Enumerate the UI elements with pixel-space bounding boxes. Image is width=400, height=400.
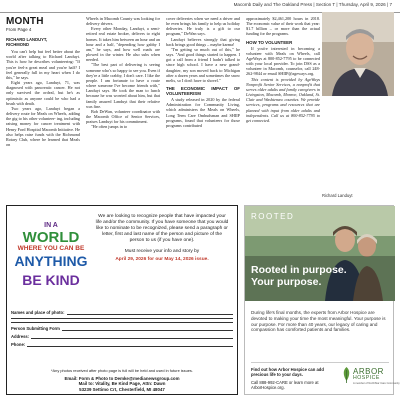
address-line: 53239 Settimo Crt, Chesterfield, MI 48047 [79,386,165,392]
form-row-phone [11,342,233,347]
nomination-text-block [95,214,229,263]
email-line: Email: Form & Photo to Demke@medianewsgroup.com [64,376,180,381]
family-photo [245,206,395,301]
nomination-intro: We are looking to recognize people that have impacted your life and/or the community. If you have someone that you would like to nominate to be recognized, please send a paragraph or letter, first and last name of the person and picture of the person to us (if you have one). [95,214,229,243]
address-field[interactable] [31,334,233,339]
article-column-2 [86,16,160,202]
portrait-illustration [322,12,394,96]
arbor-hospice-logo [341,365,400,389]
divider [11,322,233,323]
paragraph: If you're interested in becoming a volunteer with Meals on Wheels, call AgeWays at 800-852-7795 to be connected with your local provider. To join DSS as a volunteer in Macomb, counselor, call 248-262-9844 or email SHIIP@ageways.org. [246,45,320,77]
paragraph-italic: This content is provided by AgeWays Nonprofit Senior Services, a nonprofit that serves older adults and family caregivers in Livingston, Macomb, Monroe, Oakland, St. Clair and Washtenaw counties. We provide services, programs and resources that are planned with input from older adults and independents. Call us at 800-852-7795 to get connected. [246,76,320,123]
arbor-hospice-ad [244,205,400,395]
divider [11,318,233,319]
article-column-1 [6,16,80,202]
continued-from: From Page 4 [6,27,32,32]
paragraph: Wheels in Macomb County was looking for delivery drivers. [86,16,160,27]
world-line-4: ANYTHING [14,253,88,269]
mail-line: Mail to: Vitality, Be Kind Page, Attn: Dawn [78,381,166,387]
ad-tagline [251,264,347,288]
be-kind-graphic [11,222,91,302]
subhead-economic-impact: THE ECONOMIC IMPACT OF VOLUNTEERISM [166,86,240,97]
ad-cta-box [251,362,400,391]
portrait-photo [322,12,394,96]
paragraph: A study released in 2020 by the federal Administration for Community Living, which administers the Meals on Wheels, Long Term Care Ombudsman and SHIIP programs, found that volunteers for those programs contributed [166,97,240,128]
submission-form [11,310,233,350]
paragraph: "The best part of delivering is seeing someone who's so happy to see you. Even if they're a little crabby, I don't care. I like the people. I am fortunate to have a route where someone I've become friends with," Landuyt says. He took the man to lunch because he was worried about him, but that family assured Landuyt that their relative was fine. [86,62,160,109]
paragraph: cover deliveries when we need a driver and he even brings his family to help us holiday deliveries. He truly is a gift to our program," DeWan says. [166,16,240,37]
form-row-names [11,310,233,315]
ad-cta [251,367,337,391]
form-row-address [11,334,233,339]
paragraph: Landuyt believes strongly that giving back brings good things – maybe karma! [166,36,240,47]
world-line-2: WORLD [22,229,80,246]
byline-place: RICHMOND [6,42,30,48]
paragraph: Every other Monday, Landuyt, a semi-retired real estate broker, delivers to eight homes. It takes him between an hour and an hour and a half, "depending how gabby I am," he says, and how well roads are plowed in the winter. He also subs when needed. [86,26,160,63]
submitter-label: Person Submitting Form [11,326,60,331]
photo-disclaimer: *Any photos received after photo page is full will be held and used in future issues. [51,368,193,373]
phone-label: Phone: [11,342,26,347]
paragraph: You can't help but feel better about the world after talking to Richard Landuyt. This is how he describes volunteering: "If you're feel-a great meal and you're half? I feel generally full in my heart when I do this," he says. [6,49,80,80]
submitter-field[interactable] [62,326,233,331]
paragraph: "I'm getting so much out of this," he says. "And good things started to happen. I got a call from a friend I hadn't talked to since high school. I have a new grand-daughter, my son moved back to Michigan after a dozen years and sometimes the snow melts, so I don't have to shovel." [166,46,240,83]
logo-name: ARBOR [353,367,384,376]
photo-caption: Richard Landuyt [322,193,353,198]
be-kind-ad [6,205,238,395]
paragraph: Bob DeWan, volunteer coordinator with the Macomb Office of Senior Services, praises Landuyt for his commitment. [86,108,160,125]
byline-name: RICHARD LANDUYT, [6,37,48,43]
deadline-text: Must receive your info and story by [124,248,200,254]
deadline-dates: April 29, 2026 for our May 14, 2026 issue. [115,257,209,263]
names-field[interactable] [67,310,233,315]
cta-line-1: Find out how Arbor Hospice can add precious life to your days. [251,367,324,378]
world-line-1: IN A [44,222,58,229]
leaf-icon [341,367,352,383]
form-row-submitter [11,326,233,331]
names-label: Names and place of photo: [11,310,65,315]
article-column-3 [166,16,240,202]
paragraph: Eight years ago, Landuyt, 71, was diagnosed with pancreatic cancer. He not only survived the ordeal, but he's as optimistic as anyone could be who had a brush with death. [6,80,80,106]
submission-footer [11,376,233,392]
rooted-wordmark: ROOTED [251,212,295,221]
paragraph: "He often jumps in to [91,124,128,130]
article-column-4 [246,16,320,202]
phone-field[interactable] [27,342,233,347]
address-label: Address: [11,334,30,339]
tagline-line-2: Your purpose. [251,276,322,288]
subhead-how-to-volunteer: HOW TO VOLUNTEER [246,39,293,45]
page-header-text: Macomb Daily and The Oakland Press | Section T | Thursday, April 9, 2026 | 7 [233,2,392,7]
logo-note: A member of NorthStar Care Community [353,382,400,385]
ad-body-text: During life's final months, the experts from Arbor Hospice are devoted to making your time the most meaningful. Your purpose is our purpose. For more than 40 years, our legacy of caring and compassion has comforted patients and families. [251,310,386,333]
logo-sub: HOSPICE [353,375,380,381]
article-headline: MONTH [6,16,44,27]
world-line-5: BE KIND [22,272,80,288]
paragraph: approximately $2,461,200 hours in 2018. The economic value of their work that year: $1.7 billion – or more than the actual funding for the programs. [246,16,320,37]
world-line-3: WHERE YOU CAN BE [17,245,85,252]
paragraph: Two years ago, Landuyt began a delivery route for Meals on Wheels, adding the gig to his other volunteer- ing, including raising money for cancer treatment with Henry Ford Hospital Macomb Initiative. He also helps raise funds with the Richmond Rotary Club, where he learned that Meals on [6,105,80,147]
tagline-line-1: Rooted in purpose. [251,264,347,276]
cta-line-2[interactable]: Call 888-992-CARE or learn more at ArborHospice.org. [251,379,319,391]
